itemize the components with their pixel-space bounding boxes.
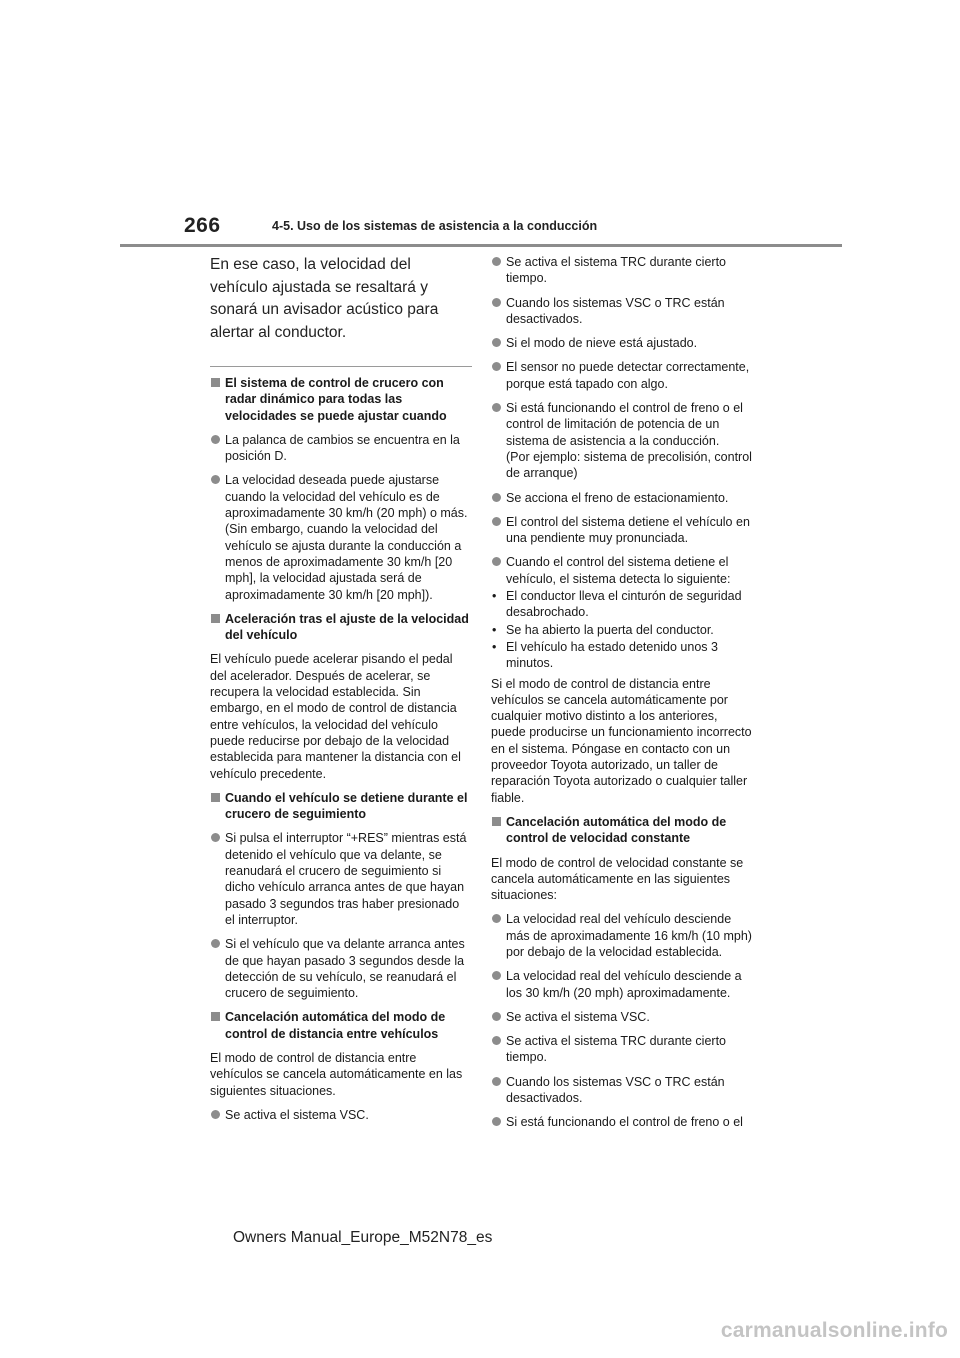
bullet-item: La palanca de cambios se encuentra en la posición D.: [210, 432, 472, 465]
paragraph: El vehículo puede acelerar pisando el pedal del acelerador. Después de acelerar, se recupera la velocidad establecida. Sin embargo, en el modo de control de distancia entre vehículos, la velocidad del vehículo puede reducirse por debajo de la velocidad establecida para mantener la distancia con el vehículo precedente.: [210, 652, 461, 781]
left-column: [210, 254, 472, 1131]
bullet-item: Cuando los sistemas VSC o TRC están desactivados.: [491, 1074, 753, 1107]
bullet-item: Se activa el sistema VSC.: [210, 1107, 472, 1123]
bullet-item: Se activa el sistema TRC durante cierto tiempo.: [491, 254, 753, 287]
page-number: 266: [184, 214, 221, 237]
bullet-item: Si el vehículo que va delante arranca antes de que hayan pasado 3 segundos desde la detección de su vehículo, se reanudará el crucero de seguimiento.: [210, 936, 472, 1001]
paragraph: El modo de control de velocidad constante se cancela automáticamente en las siguientes situaciones:: [491, 855, 744, 903]
watermark-logo: carmanualsonline.info: [720, 1319, 948, 1342]
bullet-item: Se acciona el freno de estacionamiento.: [491, 490, 753, 506]
heading-vehicle-stops: Cuando el vehículo se detiene durante el crucero de seguimiento: [210, 790, 472, 823]
heading-auto-cancel-constant: Cancelación automática del modo de control de velocidad constante: [491, 814, 753, 847]
bullet-item: La velocidad real del vehículo desciende a los 30 km/h (20 mph) aproximadamente.: [491, 968, 753, 1001]
section-title: 4-5. Uso de los sistemas de asistencia a la conducción: [272, 219, 598, 233]
right-column: [491, 254, 753, 1139]
bullet-item: Se activa el sistema TRC durante cierto tiempo.: [491, 1033, 753, 1066]
bullet-item: Se activa el sistema VSC.: [491, 1009, 753, 1025]
lead-paragraph: En ese caso, la velocidad del vehículo ajustada se resaltará y sonará un avisador acústico para alertar al conductor.: [210, 256, 439, 341]
header-rule: [120, 244, 842, 247]
footer-document-id: Owners Manual_Europe_M52N78_es: [233, 1229, 493, 1246]
bullet-item: Si pulsa el interruptor “+RES” mientras está detenido el vehículo que va delante, se reanudará el crucero de seguimiento si dicho vehículo arranca antes de que hayan pasado 3 segundos tras haber presionado el interruptor.: [210, 830, 472, 928]
heading-acceleration: Aceleración tras el ajuste de la velocidad del vehículo: [210, 611, 472, 644]
sub-item: • El conductor lleva el cinturón de seguridad desabrochado.: [491, 588, 753, 621]
bullet-item: La velocidad real del vehículo desciende más de aproximadamente 16 km/h (10 mph) por debajo de la velocidad establecida.: [491, 911, 753, 960]
heading-auto-cancel-distance: Cancelación automática del modo de control de distancia entre vehículos: [210, 1009, 472, 1042]
bullet-item: El control del sistema detiene el vehículo en una pendiente muy pronunciada.: [491, 514, 753, 547]
heading-speed-setting: El sistema de control de crucero con radar dinámico para todas las velocidades se puede ajustar cuando: [210, 375, 472, 424]
bullet-item: Cuando el control del sistema detiene el vehículo, el sistema detecta lo siguiente:: [491, 554, 753, 587]
bullet-item: Si el modo de nieve está ajustado.: [491, 335, 753, 351]
bullet-item: Cuando los sistemas VSC o TRC están desactivados.: [491, 295, 753, 328]
bullet-item: El sensor no puede detectar correctamente, porque está tapado con algo.: [491, 359, 753, 392]
sub-item: • El vehículo ha estado detenido unos 3 minutos.: [491, 639, 753, 672]
sub-item: • Se ha abierto la puerta del conductor.: [491, 622, 753, 638]
bullet-item: La velocidad deseada puede ajustarse cuando la velocidad del vehículo es de aproximadamente 30 km/h (20 mph) o más. (Sin embargo, cuando la velocidad del vehículo se ajusta durante la conducción a menos de aproximadamente 30 km/h [20 mph], la velocidad ajustada será de aproximadamente 30 km/h [20 mph]).: [210, 472, 472, 602]
section-divider: [210, 366, 472, 367]
paragraph: El modo de control de distancia entre vehículos se cancela automáticamente en las siguientes situaciones.: [210, 1050, 463, 1098]
bullet-item: Si está funcionando el control de freno o el: [491, 1114, 753, 1130]
bullet-item: Si está funcionando el control de freno o el control de limitación de potencia de un sistema de asistencia a la conducción. (Por ejemplo: sistema de precolisión, control de arranque): [491, 400, 753, 481]
paragraph: Si el modo de control de distancia entre vehículos se cancela automáticamente por cualquier motivo distinto a los anteriores, puede producirse un funcionamiento incorrecto en el sistema. Póngase en contacto con un proveedor Toyota autorizado, un taller de reparación Toyota autorizado o cualquier taller fiable.: [491, 676, 752, 805]
